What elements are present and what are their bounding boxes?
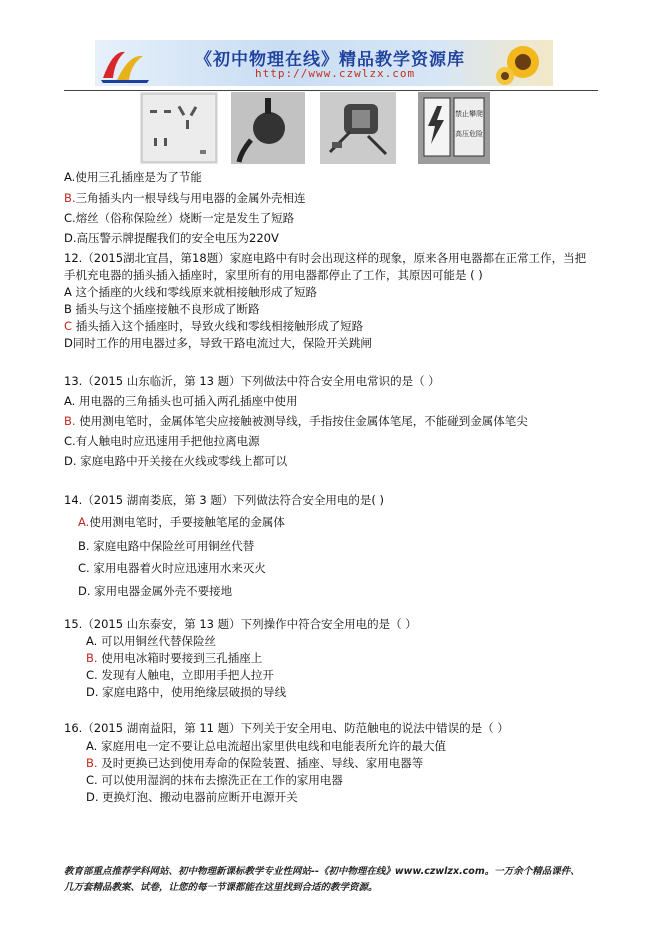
q14-option-c: C. 家用电器着火时应迅速用水来灭火 [78, 561, 266, 575]
sign-text-line1: 禁止攀爬 [455, 110, 483, 118]
q12-stem-line2: 手机充电器的插头插入插座时，家里所有的用电器都停止了工作，其原因可能是 ( ) [64, 268, 483, 282]
q16-stem: 16.（2015 湖南益阳，第 11 题）下列关于安全用电、防范触电的说法中错误的是（ ） [64, 721, 509, 735]
q13-stem: 13.（2015 山东临沂，第 13 题）下列做法中符合安全用电常识的是（ ） [64, 374, 440, 388]
q14-option-b: B. 家庭电路中保险丝可用铜丝代替 [78, 539, 255, 553]
header-banner [95, 40, 553, 86]
q12-stem-line1: 12.（2015湖北宜昌，第18题）家庭电路中有时会出现这样的现象，原来各用电器都在正常工作，当把 [64, 251, 587, 265]
q11-option-b: B.三角插头内一根导线与用电器的金属外壳相连 [64, 191, 306, 205]
q16-option-b: B. 及时更换已达到使用寿命的保险装置、插座、导线、家用电器等 [86, 756, 424, 770]
footer-line1: 教育部重点推荐学科网站、初中物理新课标教学专业性网站--《初中物理在线》www.czwlzx.com。一万余个精品课件、 [64, 866, 580, 877]
q14-option-a: A.使用测电笔时，手要接触笔尾的金属体 [78, 515, 285, 529]
q13-option-d: D. 家庭电路中开关接在火线或零线上都可以 [64, 454, 288, 468]
q13-option-b: B. 使用测电笔时，金属体笔尖应接触被测导线，手指按住金属体笔尾，不能碰到金属体笔尖 [64, 414, 528, 428]
q13-option-a: A. 用电器的三角插头也可插入两孔插座中使用 [64, 394, 298, 408]
q12-option-a: A 这个插座的火线和零线原来就相接触形成了短路 [64, 285, 318, 299]
q15-option-b: B. 使用电冰箱时要接到三孔插座上 [86, 651, 263, 665]
banner-url: http://www.czwlzx.com [255, 67, 416, 80]
q16-option-a: A. 家庭用电一定不要让总电流超出家里供电线和电能表所允许的最大值 [86, 739, 446, 753]
plug-photo [231, 92, 305, 164]
q13-option-c: C.有人触电时应迅速用手把他拉离电源 [64, 434, 260, 448]
q12-option-c: C 插头插入这个插座时，导致火线和零线相接触形成了短路 [64, 319, 364, 333]
q16-option-d: D. 更换灯泡、搬动电器前应断开电源开关 [86, 790, 298, 804]
q15-option-d: D. 家庭电路中，使用绝缘层破损的导线 [86, 685, 287, 699]
q14-stem: 14.（2015 湖南娄底，第 3 题）下列做法符合安全用电的是( ) [64, 493, 384, 507]
q11-option-c: C.熔丝（俗称保险丝）烧断一定是发生了短路 [64, 211, 295, 225]
q16-option-c: C. 可以使用湿润的抹布去擦洗正在工作的家用电器 [86, 773, 343, 787]
sunflower-icon [491, 42, 551, 86]
footer-line2: 几万套精品教案、试卷，让您的每一节课都能在这里找到合适的教学资源。 [64, 882, 378, 893]
banner-title: 《初中物理在线》精品教学资源库 [195, 50, 465, 70]
q11-option-a: A.使用三孔插座是为了节能 [64, 170, 202, 184]
q15-option-a: A. 可以用铜丝代替保险丝 [86, 634, 216, 648]
q11-option-d: D.高压警示牌提醒我们的安全电压为220V [64, 231, 279, 245]
q12-option-d: D同时工作的用电器过多，导致干路电流过大，保险开关跳闸 [64, 336, 372, 350]
three-hole-socket-photo [140, 92, 218, 164]
header-divider [64, 90, 598, 91]
high-voltage-sign-photo [418, 92, 490, 164]
page-footer [64, 864, 604, 896]
fuse-wire-photo [320, 92, 396, 164]
q12-option-b: B 插头与这个插座接触不良形成了断路 [64, 302, 260, 316]
q15-option-c: C. 发现有人触电，立即用手把人拉开 [86, 668, 274, 682]
q15-stem: 15.（2015 山东泰安，第 13 题）下列操作中符合安全用电的是（ ） [64, 617, 417, 631]
sign-text-line2: 高压危险 [455, 130, 483, 138]
site-logo-icon [99, 44, 151, 84]
q14-option-d: D. 家用电器金属外壳不要接地 [78, 584, 233, 598]
